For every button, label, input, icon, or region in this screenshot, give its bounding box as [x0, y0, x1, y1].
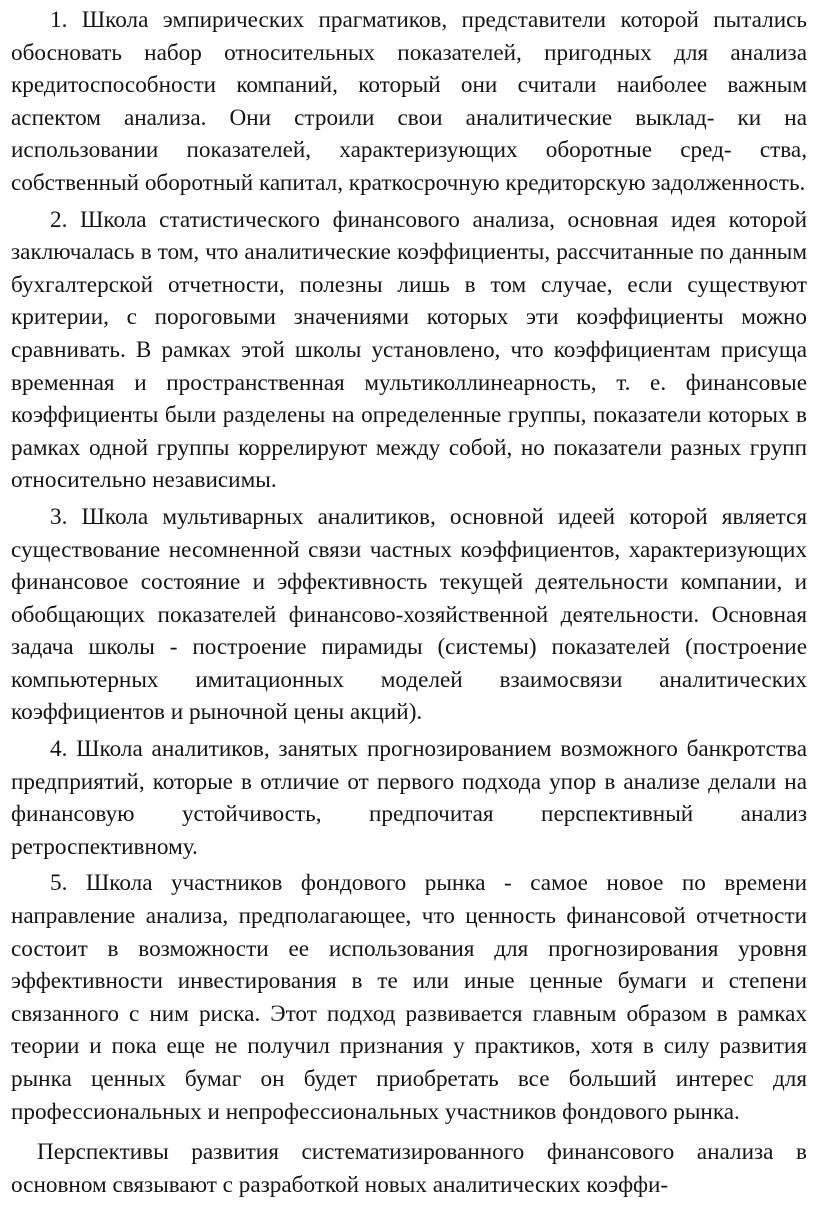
- paragraph-multivariate-analysts: 3. Школа мультиварных аналитиков, основной идеей которой является существование несомненной связи частных коэффициентов, характеризующих финансовое состояние и эффективность текущей деятельности компании, и обобщающих показателей финансово-хозяйственной деятельности. Основная задача школы - построение пирамиды (системы) показателей (построение компьютерных имитационных моделей взаимосвязи аналитических коэффициентов и рыночной цены акций).: [11, 503, 807, 726]
- paragraph-bankruptcy-forecasting: 4. Школа аналитиков, занятых прогнозированием возможного банкротства предприятий, которые в отличие от первого подхода упор в анализе делали на финансовую устойчивость, предпочитая перспективный анализ ретроспективному.: [11, 736, 807, 860]
- paragraph-stock-market-participants: 5. Школа участников фондового рынка - самое новое по времени направление анализа, предполагающее, что ценность финансовой отчетности состоит в возможности ее использования для прогнозирования уровня эффективности инвестирования в те или иные ценные бумаги и степени связанного с ним риска. Этот подход развивается главным образом в рамках теории и пока еще не получил признания у практиков, хотя в силу развития рынка ценных бумаг он будет приобретать все больший интерес для профессиональных и непрофессиональных участников фондового рынка.: [11, 870, 807, 1125]
- document-page: [11, 4, 807, 1205]
- paragraph-perspectives: Перспективы развития систематизированного финансового анализа в основном связывают с разработкой новых аналитических коэффи-: [11, 1139, 807, 1198]
- paragraph-statistical-analysis: 2. Школа статистического финансового анализа, основная идея которой заключалась в том, что аналитические коэффициенты, рассчитанные по данным бухгалтерской отчетности, полезны лишь в том случае, если существуют критерии, с пороговыми значениями которых эти коэффициенты можно сравнивать. В рамках этой школы установлено, что коэффициентам присуща временная и пространственная мультиколлинеарность, т. е. финансовые коэффициенты были разделены на определенные группы, показатели которых в рамках одной группы коррелируют между собой, но показатели разных групп относительно независимы.: [11, 206, 807, 494]
- paragraph-empirical-pragmatists: 1. Школа эмпирических прагматиков, представители которой пытались обосновать набор относительных показателей, пригодных для анализа кредитоспособности компаний, который они считали наиболее важным аспектом анализа. Они строили свои аналитические выклад- ки на использовании показателей, характеризующих оборотные сред- ства, собственный оборотный капитал, краткосрочную кредиторскую задолженность.: [11, 7, 807, 196]
